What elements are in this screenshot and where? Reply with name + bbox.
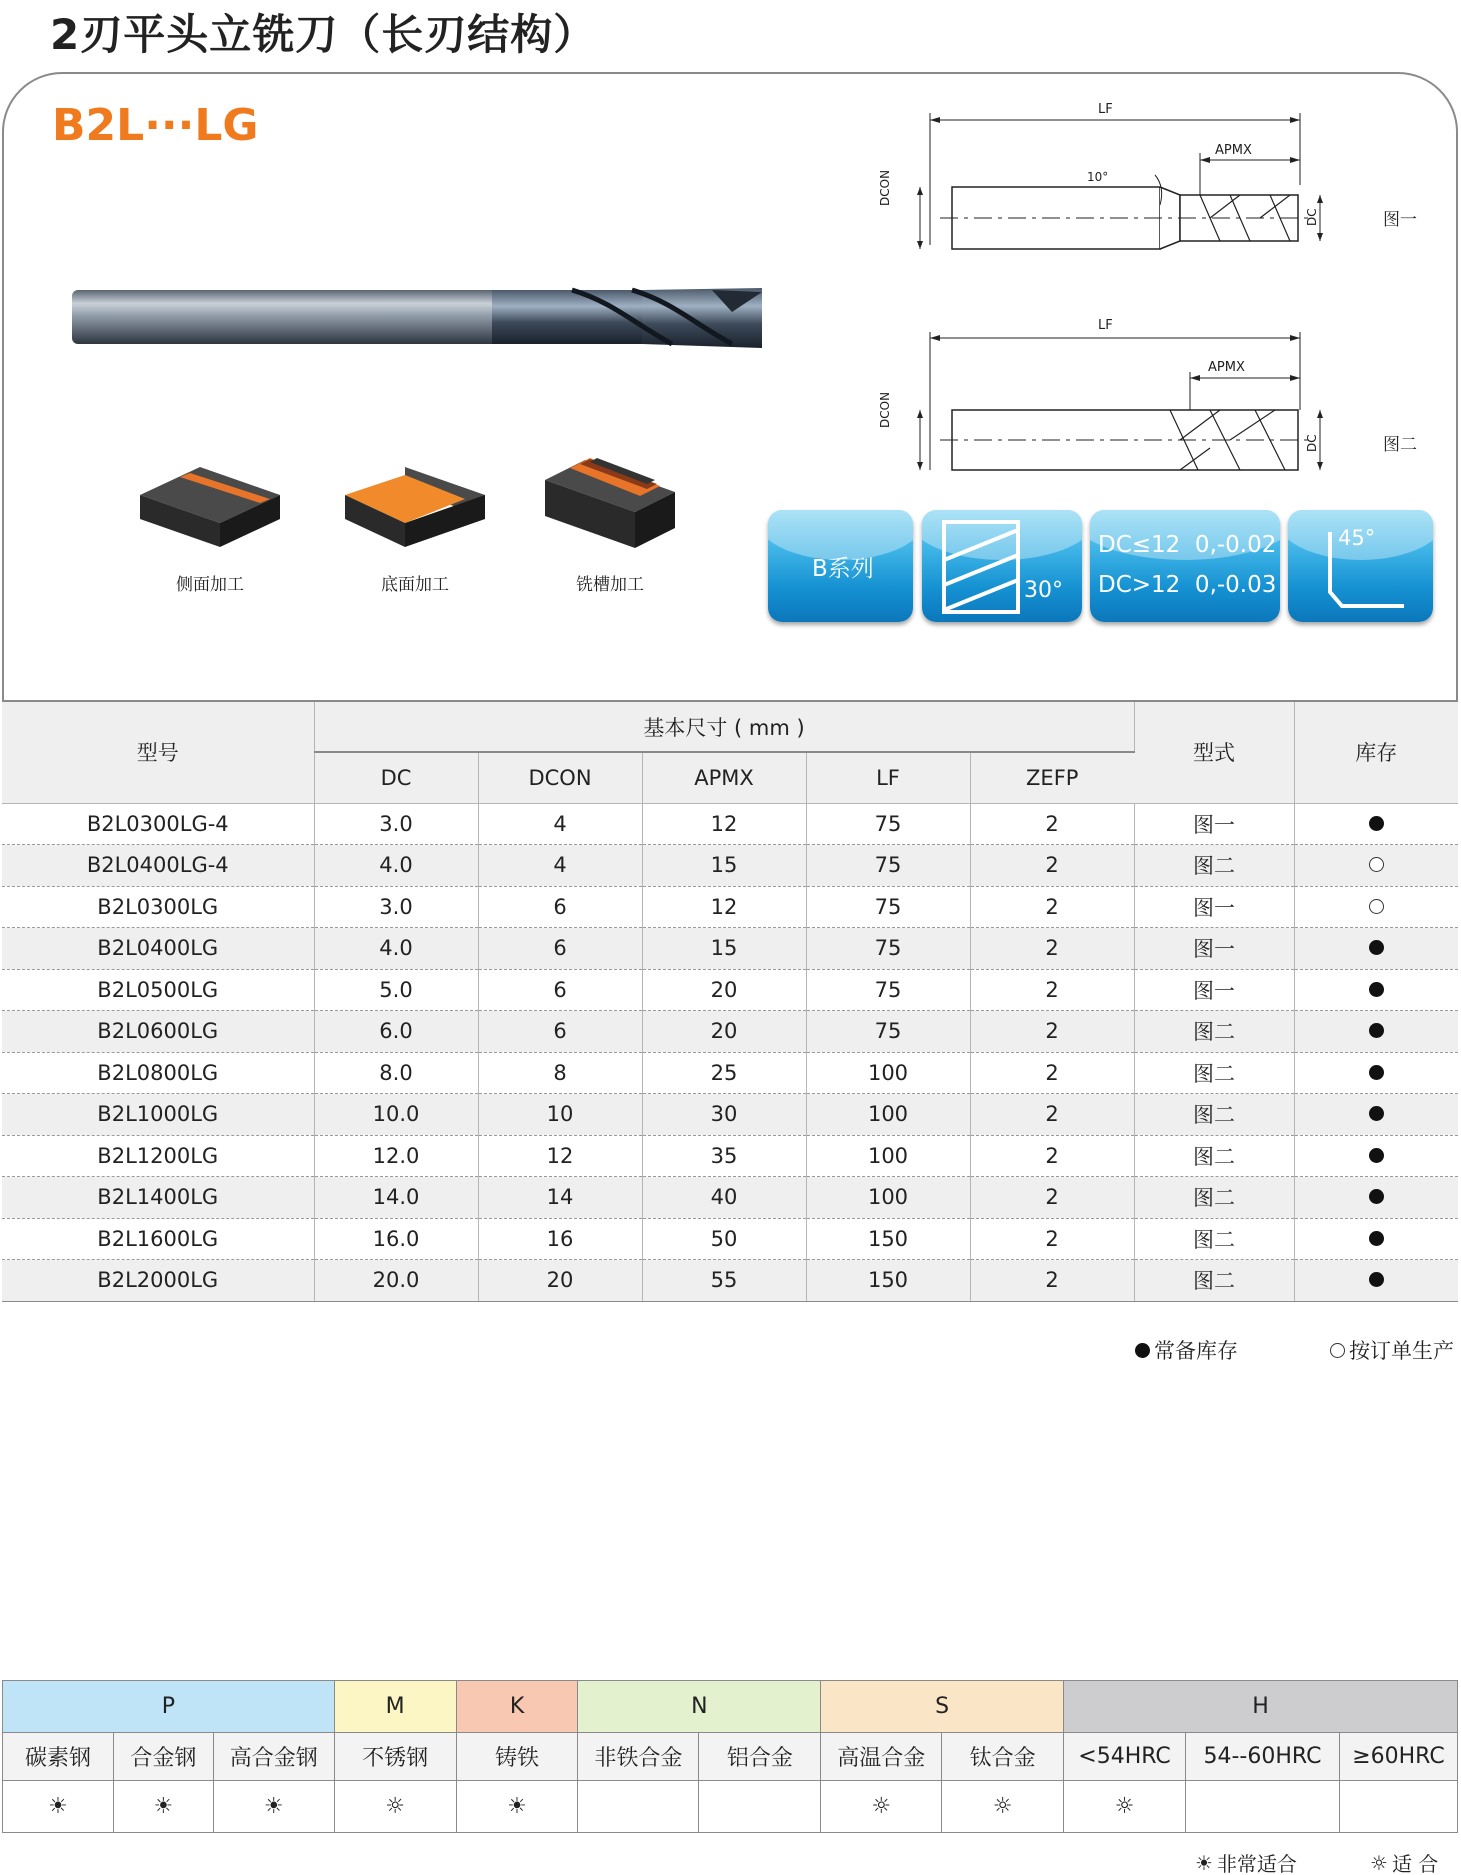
header-zefp: ZEFP	[970, 752, 1134, 803]
cell-model: B2L2000LG	[2, 1260, 314, 1302]
material-rating	[578, 1781, 699, 1833]
cell-lf: 75	[806, 886, 970, 928]
filled-dot-icon	[1369, 1231, 1384, 1246]
sun-filled-icon: ☀	[113, 1781, 213, 1833]
cell-model: B2L0300LG-4	[2, 803, 314, 845]
stock-legend-empty	[1330, 1335, 1454, 1365]
cell-zefp: 2	[970, 803, 1134, 845]
material-name: <54HRC	[1064, 1733, 1186, 1781]
tolerance-badge	[1090, 510, 1280, 622]
cell-dc: 5.0	[314, 969, 478, 1011]
header-type: 型式	[1134, 701, 1294, 803]
fig2-label: 图二	[1383, 435, 1417, 455]
cell-stock	[1294, 886, 1458, 928]
empty-dot-icon	[1369, 857, 1384, 872]
sun-outline-icon: ☼	[334, 1781, 456, 1833]
tolerance-text-2: DC>12 0,-0.03	[1098, 572, 1277, 598]
table-row	[2, 803, 1458, 845]
material-name: 碳素钢	[3, 1733, 114, 1781]
cell-dcon: 4	[478, 845, 642, 887]
empty-dot-icon	[1330, 1343, 1345, 1358]
cell-dc: 6.0	[314, 1011, 478, 1053]
cell-lf: 75	[806, 969, 970, 1011]
cell-model: B2L1400LG	[2, 1177, 314, 1219]
cell-type: 图二	[1134, 1135, 1294, 1177]
rating-legend-suitable-text: 适 合	[1391, 1852, 1439, 1875]
cell-dc: 10.0	[314, 1094, 478, 1136]
app-label-slot: 铣槽加工	[576, 575, 644, 595]
header-dc: DC	[314, 752, 478, 803]
material-table	[2, 1680, 1458, 1833]
stock-legend-empty-text: 按订单生产	[1349, 1339, 1454, 1363]
cell-dcon: 16	[478, 1218, 642, 1260]
helix-badge	[922, 510, 1082, 622]
cell-lf: 75	[806, 803, 970, 845]
cell-model: B2L0500LG	[2, 969, 314, 1011]
cell-model: B2L1000LG	[2, 1094, 314, 1136]
cell-zefp: 2	[970, 969, 1134, 1011]
cell-lf: 75	[806, 928, 970, 970]
cell-model: B2L0300LG	[2, 886, 314, 928]
filled-dot-icon	[1369, 1065, 1384, 1080]
sun-filled-icon: ☀	[3, 1781, 114, 1833]
chamfer-badge	[1288, 510, 1433, 622]
cell-lf: 100	[806, 1094, 970, 1136]
cell-apmx: 55	[642, 1260, 806, 1302]
rating-legend-suitable	[1370, 1848, 1438, 1875]
header-lf: LF	[806, 752, 970, 803]
cell-type: 图一	[1134, 886, 1294, 928]
rating-legend-very-text: 非常适合	[1216, 1852, 1297, 1875]
cell-apmx: 50	[642, 1218, 806, 1260]
filled-dot-icon	[1135, 1343, 1150, 1358]
cell-apmx: 25	[642, 1052, 806, 1094]
side-machining-icon	[130, 455, 290, 555]
material-name: 非铁合金	[578, 1733, 699, 1781]
filled-dot-icon	[1369, 1023, 1384, 1038]
cell-apmx: 20	[642, 969, 806, 1011]
slot-machining-icon	[535, 440, 685, 555]
drawing-fig2	[880, 320, 1340, 480]
app-label-side: 侧面加工	[176, 575, 244, 595]
cell-dc: 8.0	[314, 1052, 478, 1094]
filled-dot-icon	[1369, 1148, 1384, 1163]
cell-apmx: 40	[642, 1177, 806, 1219]
fig2-dc-label: DC	[1305, 434, 1319, 452]
cell-zefp: 2	[970, 1011, 1134, 1053]
cell-zefp: 2	[970, 1260, 1134, 1302]
table-row	[2, 845, 1458, 887]
fig2-apmx-label: APMX	[1208, 360, 1245, 375]
cell-zefp: 2	[970, 1052, 1134, 1094]
sun-filled-icon: ☀	[213, 1781, 334, 1833]
cell-type: 图二	[1134, 1177, 1294, 1219]
cell-stock	[1294, 803, 1458, 845]
sun-filled-icon: ☀	[1195, 1850, 1213, 1875]
cell-stock	[1294, 1011, 1458, 1053]
cell-stock	[1294, 928, 1458, 970]
material-name: 不锈钢	[334, 1733, 456, 1781]
cell-type: 图一	[1134, 803, 1294, 845]
fig1-dcon-label: DCON	[878, 169, 892, 206]
cell-dcon: 6	[478, 1011, 642, 1053]
fig1-lf-label: LF	[1098, 102, 1113, 117]
material-name: ≥60HRC	[1339, 1733, 1457, 1781]
header-apmx: APMX	[642, 752, 806, 803]
cell-lf: 150	[806, 1260, 970, 1302]
fig1-label: 图一	[1383, 210, 1417, 230]
cell-dcon: 6	[478, 886, 642, 928]
cell-type: 图二	[1134, 1218, 1294, 1260]
filled-dot-icon	[1369, 940, 1384, 955]
material-name: 合金钢	[113, 1733, 213, 1781]
header-stock: 库存	[1294, 701, 1458, 803]
cell-dcon: 10	[478, 1094, 642, 1136]
filled-dot-icon	[1369, 982, 1384, 997]
cell-zefp: 2	[970, 1218, 1134, 1260]
fig1-dc-label: DC	[1305, 208, 1319, 226]
filled-dot-icon	[1369, 1106, 1384, 1121]
table-row	[2, 886, 1458, 928]
material-name: 铸铁	[456, 1733, 578, 1781]
group-p: P	[3, 1681, 335, 1733]
cell-type: 图二	[1134, 1011, 1294, 1053]
helix-angle-text: 30°	[1024, 578, 1063, 603]
cell-type: 图一	[1134, 928, 1294, 970]
group-n: N	[578, 1681, 821, 1733]
cell-stock	[1294, 1260, 1458, 1302]
cell-apmx: 15	[642, 928, 806, 970]
sun-outline-icon: ☼	[1370, 1850, 1388, 1875]
cell-stock	[1294, 1135, 1458, 1177]
material-name: 54--60HRC	[1186, 1733, 1340, 1781]
cell-lf: 75	[806, 845, 970, 887]
cell-lf: 75	[806, 1011, 970, 1053]
filled-dot-icon	[1369, 1272, 1384, 1287]
helix-angle-icon	[942, 520, 1022, 615]
cell-model: B2L1200LG	[2, 1135, 314, 1177]
group-h: H	[1064, 1681, 1458, 1733]
cell-dcon: 6	[478, 969, 642, 1011]
cell-model: B2L0400LG	[2, 928, 314, 970]
cell-type: 图二	[1134, 1094, 1294, 1136]
cell-model: B2L0400LG-4	[2, 845, 314, 887]
table-row	[2, 969, 1458, 1011]
cell-apmx: 12	[642, 803, 806, 845]
header-model: 型号	[2, 701, 314, 803]
cell-apmx: 15	[642, 845, 806, 887]
cell-dcon: 8	[478, 1052, 642, 1094]
app-label-bottom: 底面加工	[381, 575, 449, 595]
material-name: 铝合金	[699, 1733, 821, 1781]
sun-outline-icon: ☼	[821, 1781, 942, 1833]
fig2-dcon-label: DCON	[878, 391, 892, 428]
cell-apmx: 20	[642, 1011, 806, 1053]
cell-lf: 100	[806, 1177, 970, 1219]
cell-type: 图二	[1134, 845, 1294, 887]
cell-stock	[1294, 1094, 1458, 1136]
cell-lf: 150	[806, 1218, 970, 1260]
cell-dc: 12.0	[314, 1135, 478, 1177]
cell-zefp: 2	[970, 1177, 1134, 1219]
tolerance-text-1: DC≤12 0,-0.02	[1098, 532, 1277, 558]
cell-type: 图二	[1134, 1260, 1294, 1302]
table-row	[2, 1011, 1458, 1053]
cell-apmx: 30	[642, 1094, 806, 1136]
cell-zefp: 2	[970, 928, 1134, 970]
cell-dc: 4.0	[314, 845, 478, 887]
rating-legend-very	[1195, 1848, 1297, 1875]
table-row	[2, 1052, 1458, 1094]
material-name: 高温合金	[821, 1733, 942, 1781]
table-row	[2, 1218, 1458, 1260]
cell-dcon: 6	[478, 928, 642, 970]
chamfer-angle-text: 45°	[1338, 526, 1376, 550]
material-rating	[1186, 1781, 1340, 1833]
table-row	[2, 928, 1458, 970]
cell-dc: 4.0	[314, 928, 478, 970]
cell-dcon: 4	[478, 803, 642, 845]
cell-model: B2L0800LG	[2, 1052, 314, 1094]
header-dcon: DCON	[478, 752, 642, 803]
cell-model: B2L0600LG	[2, 1011, 314, 1053]
material-rating	[699, 1781, 821, 1833]
spec-table	[2, 700, 1458, 1302]
cell-dcon: 12	[478, 1135, 642, 1177]
cell-stock	[1294, 845, 1458, 887]
series-badge	[768, 510, 913, 622]
end-mill-photo	[72, 282, 772, 352]
cell-dc: 16.0	[314, 1218, 478, 1260]
material-name: 钛合金	[942, 1733, 1064, 1781]
fig1-angle-label: 10°	[1087, 170, 1109, 184]
cell-lf: 100	[806, 1052, 970, 1094]
cell-stock	[1294, 1177, 1458, 1219]
cell-type: 图二	[1134, 1052, 1294, 1094]
series-code: B2L···LG	[52, 100, 259, 151]
cell-stock	[1294, 969, 1458, 1011]
fig2-lf-label: LF	[1098, 318, 1113, 333]
cell-dc: 14.0	[314, 1177, 478, 1219]
cell-dc: 3.0	[314, 886, 478, 928]
table-row	[2, 1177, 1458, 1219]
bottom-machining-icon	[335, 455, 495, 555]
cell-apmx: 12	[642, 886, 806, 928]
group-s: S	[821, 1681, 1064, 1733]
header-basic-dims: 基本尺寸 ( mm )	[314, 701, 1134, 752]
stock-legend-filled	[1135, 1335, 1238, 1365]
table-row	[2, 1260, 1458, 1302]
cell-stock	[1294, 1052, 1458, 1094]
sun-outline-icon: ☼	[942, 1781, 1064, 1833]
cell-zefp: 2	[970, 845, 1134, 887]
filled-dot-icon	[1369, 816, 1384, 831]
table-row	[2, 1135, 1458, 1177]
material-name: 高合金钢	[213, 1733, 334, 1781]
sun-filled-icon: ☀	[456, 1781, 578, 1833]
group-k: K	[456, 1681, 578, 1733]
group-m: M	[334, 1681, 456, 1733]
fig1-apmx-label: APMX	[1215, 143, 1252, 158]
cell-zefp: 2	[970, 886, 1134, 928]
page-title: 2刃平头立铣刀（长刃结构）	[50, 10, 597, 59]
cell-dc: 20.0	[314, 1260, 478, 1302]
cell-zefp: 2	[970, 1135, 1134, 1177]
cell-stock	[1294, 1218, 1458, 1260]
cell-model: B2L1600LG	[2, 1218, 314, 1260]
cell-lf: 100	[806, 1135, 970, 1177]
cell-dc: 3.0	[314, 803, 478, 845]
cell-dcon: 20	[478, 1260, 642, 1302]
cell-dcon: 14	[478, 1177, 642, 1219]
sun-outline-icon: ☼	[1064, 1781, 1186, 1833]
cell-zefp: 2	[970, 1094, 1134, 1136]
table-row	[2, 1094, 1458, 1136]
empty-dot-icon	[1369, 899, 1384, 914]
series-badge-text: B系列	[812, 556, 874, 582]
cell-apmx: 35	[642, 1135, 806, 1177]
filled-dot-icon	[1369, 1189, 1384, 1204]
stock-legend-filled-text: 常备库存	[1154, 1339, 1238, 1363]
material-rating	[1339, 1781, 1457, 1833]
cell-type: 图一	[1134, 969, 1294, 1011]
drawing-fig1	[880, 95, 1340, 255]
